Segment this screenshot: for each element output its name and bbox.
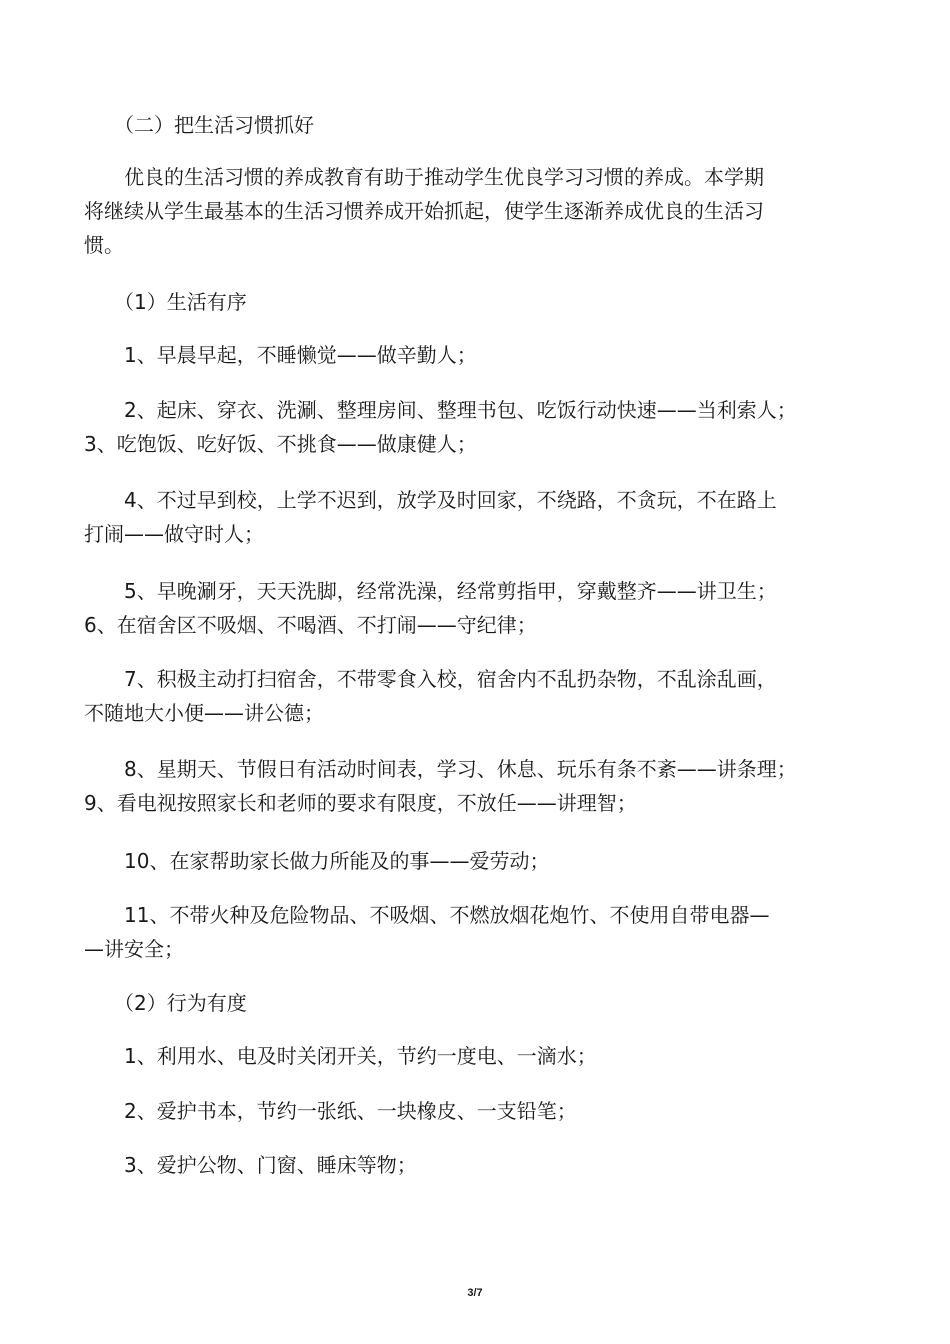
list-item [84, 1148, 860, 1182]
text-line: 2、爱护书本，节约一张纸、一块橡皮、一支铅笔； [84, 1099, 577, 1123]
list-item [84, 662, 860, 730]
list-item [84, 1039, 860, 1073]
subsection-heading [84, 285, 860, 319]
text-line: —讲安全； [84, 937, 184, 961]
text-line: 10、在家帮助家长做力所能及的事——爱劳动； [84, 849, 550, 873]
text-line: 5、早晚涮牙，天天洗脚，经常洗澡，经常剪指甲，穿戴整齐——讲卫生； [84, 579, 777, 603]
list-item [84, 898, 860, 966]
text-line: 9、看电视按照家长和老师的要求有限度，不放任——讲理智； [84, 791, 637, 815]
text-line: 1、利用水、电及时关闭开关，节约一度电、一滴水； [84, 1044, 597, 1068]
section-heading [84, 108, 860, 142]
list-item [84, 752, 860, 820]
list-item [84, 483, 860, 551]
list-item [84, 338, 860, 372]
text-line: （2）行为有度 [84, 991, 247, 1015]
text-line: 惯。 [84, 233, 124, 257]
text-line: 3、爱护公物、门窗、睡床等物； [84, 1153, 417, 1177]
text-line: 4、不过早到校，上学不迟到，放学及时回家，不绕路，不贪玩，不在路上 [84, 488, 777, 512]
text-line: 8、星期天、节假日有活动时间表，学习、休息、玩乐有条不紊——讲条理； [84, 757, 797, 781]
text-line: （1）生活有序 [84, 290, 247, 314]
intro-paragraph [84, 160, 860, 262]
text-line: 不随地大小便——讲公德； [84, 701, 324, 725]
list-item [84, 393, 860, 461]
page-number: 3/7 [467, 1287, 483, 1299]
text-line: 7、积极主动打扫宿舍，不带零食入校，宿舍内不乱扔杂物，不乱涂乱画， [84, 667, 777, 691]
subsection-heading [84, 986, 860, 1020]
text-line: 3、吃饱饭、吃好饭、不挑食——做康健人； [84, 432, 477, 456]
text-line: 1、早晨早起，不睡懒觉——做辛勤人； [84, 343, 477, 367]
text-line: 6、在宿舍区不吸烟、不喝酒、不打闹——守纪律； [84, 613, 537, 637]
list-item [84, 574, 860, 642]
list-item [84, 1094, 860, 1128]
text-line: （二）把生活习惯抓好 [84, 113, 314, 137]
text-line: 将继续从学生最基本的生活习惯养成开始抓起，使学生逐渐养成优良的生活习 [84, 199, 764, 223]
text-line: 11、不带火种及危险物品、不吸烟、不燃放烟花炮竹、不使用自带电器— [84, 903, 770, 927]
text-line: 打闹——做守时人； [84, 522, 264, 546]
text-line: 优良的生活习惯的养成教育有助于推动学生优良学习习惯的养成。本学期 [84, 165, 764, 189]
text-line: 2、起床、穿衣、洗涮、整理房间、整理书包、吃饭行动快速——当利索人； [84, 398, 797, 422]
list-item [84, 844, 860, 878]
